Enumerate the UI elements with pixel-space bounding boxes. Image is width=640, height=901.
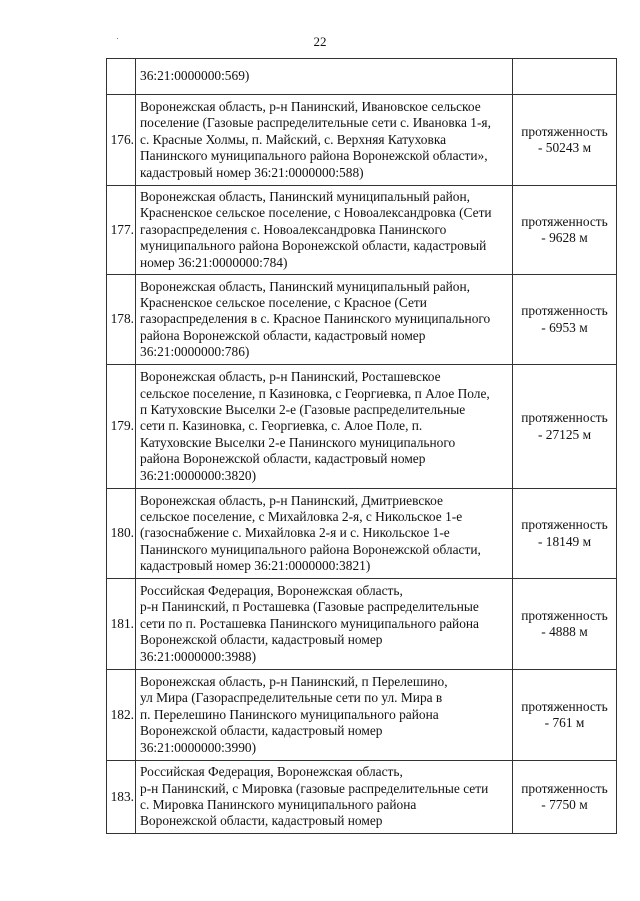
table-row bbox=[107, 275, 617, 365]
description-line: поселение (Газовые распределительные сети с. Ивановка 1-я, bbox=[140, 115, 491, 131]
description-line: 36:21:0000000:569) bbox=[140, 68, 250, 84]
length-cell bbox=[513, 186, 617, 275]
description-line: с. Мировка Панинского муниципального района bbox=[140, 797, 417, 813]
description-line: п. Перелешино Панинского муниципального района bbox=[140, 706, 439, 722]
description-line: р-н Панинский, с Мировка (газовые распределительные сети bbox=[140, 780, 489, 796]
description-line: 36:21:0000000:3988) bbox=[140, 648, 257, 664]
description-line: ул Мира (Газораспределительные сети по ул. Мира в bbox=[140, 690, 443, 706]
description-line: Воронежская область, р-н Панинский, п Перелешино, bbox=[140, 674, 448, 690]
table-row bbox=[107, 95, 617, 186]
description-line: с. Красные Холмы, п. Майский, с. Верхняя Катуховка bbox=[140, 131, 447, 147]
description-line: Воронежская область, р-н Панинский, Дмитриевское bbox=[140, 492, 443, 508]
description-line: 36:21:0000000:3990) bbox=[140, 739, 257, 755]
description-line: р-н Панинский, п Росташевка (Газовые распределительные bbox=[140, 599, 479, 615]
description-line: 36:21:0000000:3820) bbox=[140, 467, 257, 483]
object-description bbox=[136, 59, 513, 95]
scan-speck bbox=[117, 38, 118, 39]
table-row bbox=[107, 186, 617, 275]
row-number: 178. bbox=[107, 275, 136, 365]
object-description bbox=[136, 95, 513, 186]
table-row bbox=[107, 489, 617, 579]
length-cell bbox=[513, 275, 617, 365]
description-line: Воронежская область, р-н Панинский, Росташевское bbox=[140, 369, 441, 385]
description-line: газораспределения в с. Красное Панинского муниципального bbox=[140, 311, 491, 327]
description-line: Воронежской области, кадастровый номер bbox=[140, 723, 383, 739]
object-description bbox=[136, 186, 513, 275]
table-row bbox=[107, 761, 617, 834]
length-label: протяженность bbox=[521, 410, 608, 426]
object-description bbox=[136, 670, 513, 761]
description-line: Воронежская область, Панинский муниципальный район, bbox=[140, 189, 471, 204]
row-number: 182. bbox=[107, 670, 136, 761]
length-label: протяженность bbox=[521, 607, 608, 623]
length-cell bbox=[513, 670, 617, 761]
description-line: кадастровый номер 36:21:0000000:588) bbox=[140, 164, 364, 180]
description-line: Воронежская область, р-н Панинский, Ивановское сельское bbox=[140, 98, 481, 114]
row-number: 181. bbox=[107, 579, 136, 670]
length-label: протяженность bbox=[521, 517, 608, 533]
row-number bbox=[107, 59, 136, 95]
length-value: - 27125 м bbox=[537, 426, 592, 442]
length-cell bbox=[513, 489, 617, 579]
length-value: - 7750 м bbox=[541, 797, 588, 813]
length-value: - 50243 м bbox=[537, 140, 592, 155]
length-label: протяженность bbox=[521, 123, 608, 139]
object-description bbox=[136, 275, 513, 365]
length-label: протяженность bbox=[521, 213, 608, 229]
description-line: муниципального района Воронежской области, кадастровый bbox=[140, 238, 487, 254]
description-line: газораспределения с. Новоалександровка Панинского bbox=[140, 221, 447, 237]
row-number: 183. bbox=[107, 761, 136, 834]
description-line: сети по п. Росташевка Панинского муниципального района bbox=[140, 615, 480, 631]
object-description bbox=[136, 761, 513, 834]
description-line: сельское поселение, п Казиновка, с Георгиевка, п Алое Поле, bbox=[140, 385, 490, 401]
description-line: сети п. Казиновка, с. Георгиевка, с. Алое Поле, п. bbox=[140, 418, 423, 434]
table-row bbox=[107, 365, 617, 489]
table-row bbox=[107, 579, 617, 670]
description-line: Панинского муниципального района Воронежской области», bbox=[140, 148, 488, 164]
table-row bbox=[107, 59, 617, 95]
description-line: номер 36:21:0000000:784) bbox=[140, 254, 288, 270]
description-line: Катуховские Выселки 2-е Панинского муниципального bbox=[140, 434, 456, 450]
length-value: - 18149 м bbox=[537, 533, 592, 549]
object-description bbox=[136, 579, 513, 670]
description-line: района Воронежской области, кадастровый номер bbox=[140, 327, 426, 343]
description-line: Красненское сельское поселение, с Новоалександровка (Сети bbox=[140, 205, 492, 221]
length-cell bbox=[513, 761, 617, 834]
description-line: кадастровый номер 36:21:0000000:3821) bbox=[140, 558, 371, 574]
length-cell bbox=[513, 95, 617, 186]
row-number: 177. bbox=[107, 186, 136, 275]
description-line: Российская Федерация, Воронежская область, bbox=[140, 583, 403, 599]
description-line: района Воронежской области, кадастровый номер bbox=[140, 451, 426, 467]
length-cell bbox=[513, 365, 617, 489]
page-number: 22 bbox=[313, 34, 327, 49]
length-label: протяженность bbox=[521, 698, 608, 714]
property-registry-table bbox=[106, 58, 617, 834]
description-line: Воронежской области, кадастровый номер bbox=[140, 632, 383, 648]
row-number: 179. bbox=[107, 365, 136, 489]
object-description bbox=[136, 489, 513, 579]
description-line: п Катуховские Выселки 2-е (Газовые распределительные bbox=[140, 401, 466, 417]
row-number: 180. bbox=[107, 489, 136, 579]
description-line: Воронежская область, Панинский муниципальный район, bbox=[140, 278, 471, 294]
description-line: Воронежской области, кадастровый номер bbox=[140, 813, 383, 829]
length-label: протяженность bbox=[521, 780, 608, 796]
registry-body bbox=[107, 59, 617, 834]
length-value: - 6953 м bbox=[541, 319, 588, 335]
length-value: - 761 м bbox=[544, 715, 585, 731]
table-row bbox=[107, 670, 617, 761]
length-value: - 9628 м bbox=[541, 230, 588, 246]
row-number: 176. bbox=[107, 95, 136, 186]
length-value: - 4888 м bbox=[541, 624, 588, 640]
description-line: сельское поселение, с Михайловка 2-я, с Никольское 1-е bbox=[140, 508, 463, 524]
description-line: Красненское сельское поселение, с Красное (Сети bbox=[140, 294, 427, 310]
object-description bbox=[136, 365, 513, 489]
length-cell bbox=[513, 579, 617, 670]
length-cell bbox=[513, 59, 617, 95]
description-line: Российская Федерация, Воронежская область, bbox=[140, 764, 403, 780]
description-line: Панинского муниципального района Воронежской области, bbox=[140, 541, 481, 557]
description-line: 36:21:0000000:786) bbox=[140, 344, 250, 360]
description-line: (газоснабжение с. Михайловка 2-я и с. Никольское 1-е bbox=[140, 525, 450, 541]
length-label: протяженность bbox=[521, 303, 608, 319]
